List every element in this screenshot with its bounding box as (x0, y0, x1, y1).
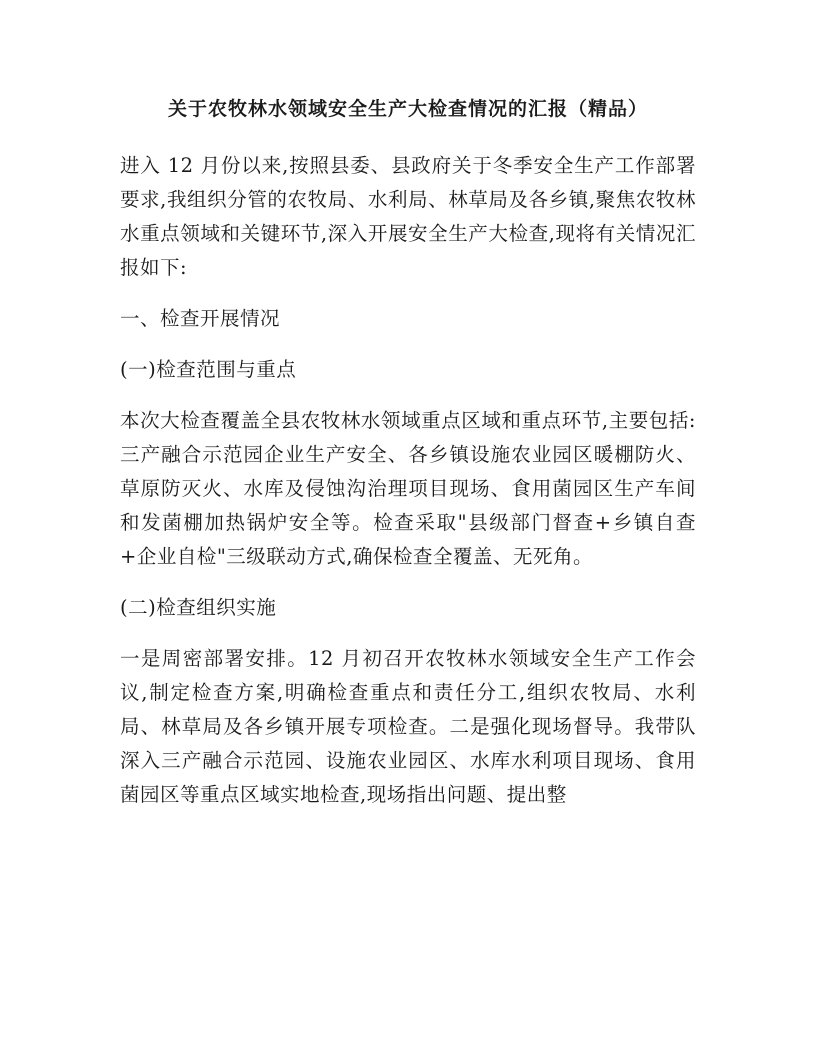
subsection-heading-2: (二)检查组织实施 (120, 596, 277, 619)
subsection-1-paragraph: 本次大检查覆盖全县农牧林水领域重点区域和重点环节,主要包括:三产融合示范园企业生产安全、各乡镇设施农业园区暖棚防火、草原防灭火、水库及侵蚀沟治理项目现场、食用菌园区生产车间和发菌棚加热锅炉安全等。检查采取"县级部门督查+乡镇自查+企业自检"三级联动方式,确保检查全覆盖、无死角。 (120, 409, 696, 568)
subsection-2-paragraph: 一是周密部署安排。12 月初召开农牧林水领域安全生产工作会议,制定检查方案,明确检查重点和责任分工,组织农牧局、水利局、林草局及各乡镇开展专项检查。二是强化现场督导。我带队深入三产融合示范园、设施农业园区、水库水利项目现场、食用菌园区等重点区域实地检查,现场指出问题、提出整 (120, 647, 696, 806)
document-title: 关于农牧林水领域安全生产大检查情况的汇报（精品） (167, 98, 648, 120)
section-heading-1: 一、检查开展情况 (120, 307, 281, 330)
subsection-heading-1: (一)检查范围与重点 (120, 358, 297, 381)
document-body (120, 149, 696, 829)
intro-paragraph: 进入 12 月份以来,按照县委、县政府关于冬季安全生产工作部署要求,我组织分管的农牧局、水利局、林草局及各乡镇,聚焦农牧林水重点领域和关键环节,深入开展安全生产大检查,现将有关情况汇报如下: (120, 154, 696, 279)
